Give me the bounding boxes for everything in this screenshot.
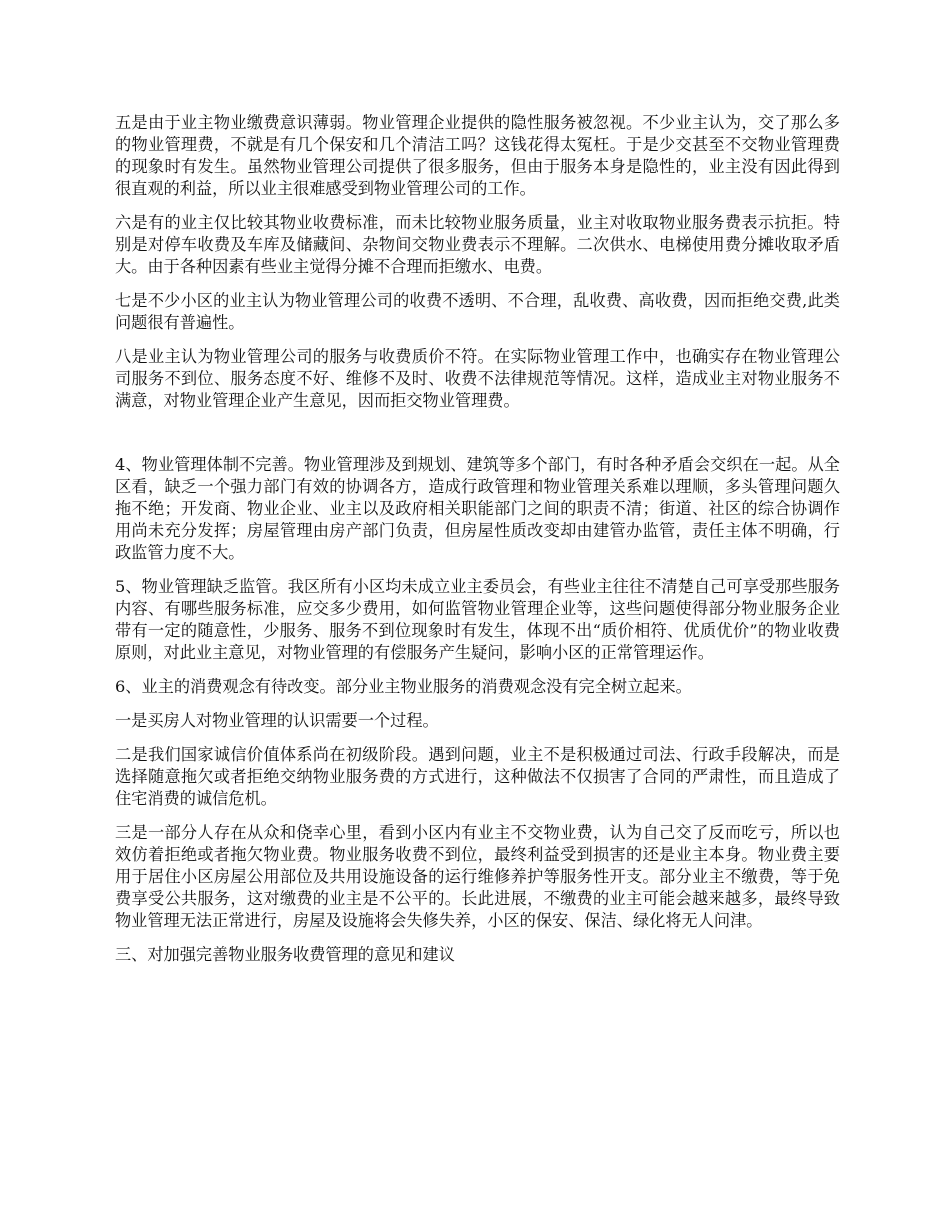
section-heading-three: 三、对加强完善物业服务收费管理的意见和建议 (115, 945, 455, 964)
paragraph-item-6: 6、业主的消费观念有待改变。部分业主物业服务的消费观念没有完全树立起来。 (115, 677, 692, 696)
paragraph-point-one: 一是买房人对物业管理的认识需要一个过程。 (115, 711, 439, 730)
paragraph-item-5: 5、物业管理缺乏监管。我区所有小区均未成立业主委员会，有些业主往往不清楚自己可享受那些服务内容、有哪些服务标准，应交多少费用，如何监管物业管理企业等，这些问题使得部分物业服务企业带有一定的随意性，少服务、服务不到位现象时有发生，体现不出“质价相符、优质优价”的物业收费原则，对此业主意见，对物业管理的有偿服务产生疑问，影响小区的正常管理运作。 (115, 577, 840, 662)
document-body (115, 112, 840, 978)
paragraph-item-4: 4、物业管理体制不完善。物业管理涉及到规划、建筑等多个部门，有时各种矛盾会交织在一起。从全区看，缺乏一个强力部门有效的协调各方，造成行政管理和物业管理关系难以理顺，多头管理问题久拖不绝；开发商、物业企业、业主以及政府相关职能部门之间的职责不清；街道、社区的综合协调作用尚未充分发挥；房屋管理由房产部门负责，但房屋性质改变却由建管办监管，责任主体不明确，行政监管力度不大。 (115, 455, 840, 562)
paragraph-seven: 七是不少小区的业主认为物业管理公司的收费不透明、不合理，乱收费、高收费，因而拒绝交费,此类问题很有普遍性。 (115, 291, 840, 332)
paragraph-eight: 八是业主认为物业管理公司的服务与收费质价不符。在实际物业管理工作中，也确实存在物业管理公司服务不到位、服务态度不好、维修不及时、收费不法律规范等情况。这样，造成业主对物业服务不满意，对物业管理企业产生意见，因而拒交物业管理费。 (115, 347, 840, 410)
paragraph-five: 五是由于业主物业缴费意识薄弱。物业管理企业提供的隐性服务被忽视。不少业主认为，交了那么多的物业管理费，不就是有几个保安和几个清洁工吗？这钱花得太冤枉。于是少交甚至不交物业管理费的现象时有发生。虽然物业管理公司提供了很多服务，但由于服务本身是隐性的，业主没有因此得到很直观的利益，所以业主很难感受到物业管理公司的工作。 (115, 113, 840, 198)
paragraph-point-three: 三是一部分人存在从众和侥幸心里，看到小区内有业主不交物业费，认为自己交了反而吃亏，所以也效仿着拒绝或者拖欠物业费。物业服务收费不到位，最终利益受到损害的还是业主本身。物业费主要用于居住小区房屋公用部位及共用设施设备的运行维修养护等服务性开支。部分业主不缴费，等于免费享受公共服务，这对缴费的业主是不公平的。长此进展，不缴费的业主可能会越来越多，最终导致物业管理无法正常进行，房屋及设施将会失修失养，小区的保安、保洁、绿化将无人问津。 (115, 823, 840, 930)
section-spacer (115, 424, 840, 454)
paragraph-six: 六是有的业主仅比较其物业收费标准，而未比较物业服务质量，业主对收取物业服务费表示抗拒。特别是对停车收费及车库及储藏间、杂物间交物业费表示不理解。二次供水、电梯使用费分摊收取矛盾大。由于各种因素有些业主觉得分摊不合理而拒缴水、电费。 (115, 213, 840, 276)
paragraph-point-two: 二是我们国家诚信价值体系尚在初级阶段。遇到问题，业主不是积极通过司法、行政手段解决，而是选择随意拖欠或者拒绝交纳物业服务费的方式进行，这种做法不仅损害了合同的严肃性，而且造成了住宅消费的诚信危机。 (115, 745, 840, 808)
